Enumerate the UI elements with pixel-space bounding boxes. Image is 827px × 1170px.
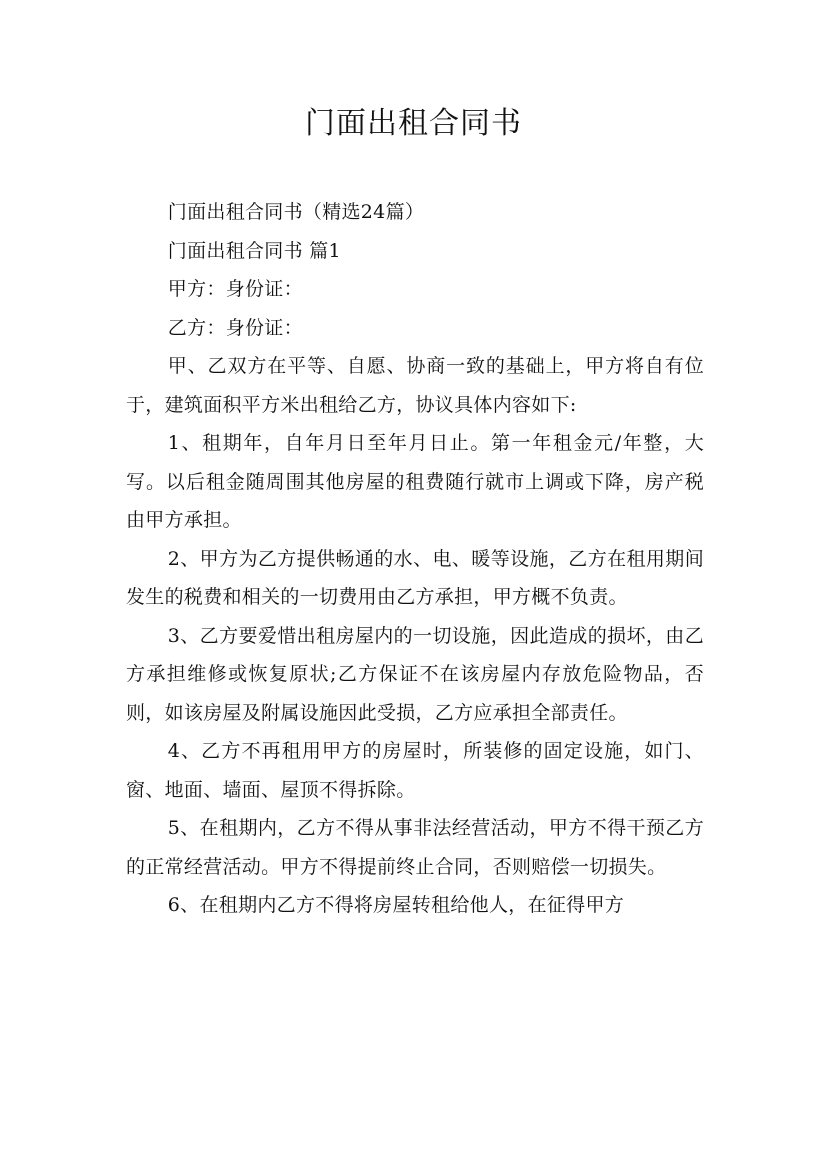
paragraph-preamble: 甲、乙双方在平等、自愿、协商一致的基础上，甲方将自有位于，建筑面积平方米出租给乙方，协议具体内容如下: [126,355,704,416]
paragraph-clause-6: 6、在租期内乙方不得将房屋转租给他人，在征得甲方 [167,894,625,916]
paragraph-party-a: 甲方：身份证： [167,278,303,300]
paragraph-clause-4: 4、乙方不再租用甲方的房屋时，所装修的固定设施，如门、窗、地面、墙面、屋顶不得拆除。 [126,740,704,801]
paragraph-party-b: 乙方：身份证： [167,316,303,339]
paragraph-subtitle: 门面出租合同书（精选24篇） [167,201,425,223]
paragraph-clause-5: 5、在租期内，乙方不得从事非法经营活动，甲方不得干预乙方的正常经营活动。甲方不得提前终止合同，否则赔偿一切损失。 [126,817,704,878]
paragraph-clause-3: 3、乙方要爱惜出租房屋内的一切设施，因此造成的损坏，由乙方承担维修或恢复原状;乙方保证不在该房屋内存放危险物品，否则，如该房屋及附属设施因此受损，乙方应承担全部责任。 [126,624,704,724]
paragraph-clause-1: 1、租期年，自年月日至年月日止。第一年租金元/年整，大写。以后租金随周围其他房屋的租费随行就市上调或下降，房产税由甲方承担。 [126,432,704,531]
document-title: 门面出租合同书 [305,106,522,141]
paragraph-clause-2: 2、甲方为乙方提供畅通的水、电、暖等设施，乙方在租用期间发生的税费和相关的一切费用由乙方承担，甲方概不负责。 [126,547,704,608]
paragraph-section-heading: 门面出租合同书 篇1 [167,239,341,262]
document-body [126,193,704,925]
